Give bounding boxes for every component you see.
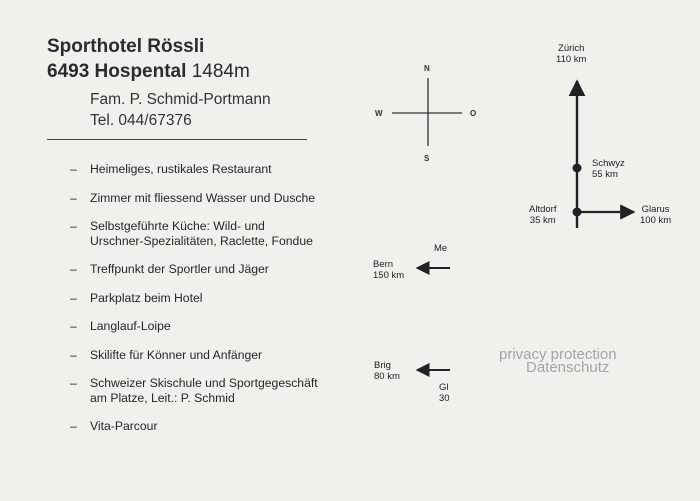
amenity-text: Selbstgeführte Küche: Wild- und Urschner-Spezialitäten, Raclette, Fondue bbox=[90, 219, 313, 248]
bullet-dash: – bbox=[70, 419, 77, 433]
altitude: 1484m bbox=[191, 61, 250, 82]
bern-name: Bern bbox=[373, 259, 394, 270]
compass-south-label: S bbox=[424, 154, 430, 163]
zurich-label bbox=[556, 43, 586, 65]
amenity-text: Treffpunkt der Sportler und Jäger bbox=[90, 262, 269, 276]
bullet-dash: – bbox=[70, 319, 77, 333]
zurich-distance: 110 km bbox=[556, 54, 587, 65]
cut-gl-text: Gl bbox=[439, 382, 449, 393]
schwyz-distance: 55 km bbox=[592, 169, 618, 180]
hotel-name: Sporthotel Rössli bbox=[47, 36, 205, 57]
watermark-line1: privacy protection bbox=[499, 346, 617, 363]
amenity-text: Skilifte für Könner und Anfänger bbox=[90, 347, 263, 362]
bern-label bbox=[373, 259, 404, 281]
amenity-text: Schweizer Skischule und Sportgegeschäft am Platze, Leit.: P. Schmid bbox=[90, 376, 318, 405]
brig-name: Brig bbox=[374, 360, 391, 371]
bullet-dash: – bbox=[70, 162, 77, 176]
bullet-dash: – bbox=[70, 376, 77, 390]
watermark-line2: Datenschutz bbox=[526, 359, 610, 376]
amenity-text: Zimmer mit fliessend Wasser und Dusche bbox=[90, 190, 316, 205]
brig-distance: 80 km bbox=[374, 371, 400, 382]
amenity-text: Langlauf-Loipe bbox=[90, 319, 171, 333]
altdorf-distance: 35 km bbox=[529, 215, 556, 226]
bullet-dash: – bbox=[70, 262, 77, 276]
compass-north-label: N bbox=[424, 64, 430, 73]
amenity-text: Parkplatz beim Hotel bbox=[90, 290, 203, 305]
bullet-dash: – bbox=[70, 219, 77, 233]
phone-number: Tel. 044/67376 bbox=[90, 112, 192, 129]
compass-west-label: W bbox=[375, 109, 383, 118]
schwyz-dot bbox=[573, 164, 582, 173]
compass-east-label: O bbox=[470, 109, 477, 118]
altdorf-name: Altdorf bbox=[529, 204, 557, 215]
cut-30-text: 30 bbox=[439, 393, 450, 404]
glarus-name: Glarus bbox=[641, 204, 670, 215]
altdorf-label bbox=[529, 204, 556, 226]
glarus-label bbox=[640, 204, 671, 226]
postal-town: 6493 Hospental bbox=[47, 61, 187, 82]
bullet-dash: – bbox=[70, 190, 77, 205]
amenity-text: Vita-Parcour bbox=[90, 419, 158, 433]
brig-label bbox=[374, 360, 400, 382]
bullet-dash: – bbox=[70, 290, 77, 305]
schwyz-label bbox=[592, 158, 625, 180]
zurich-name: Zürich bbox=[558, 43, 585, 54]
owner-name: Fam. P. Schmid-Portmann bbox=[90, 91, 271, 108]
bern-distance: 150 km bbox=[373, 270, 405, 281]
schwyz-name: Schwyz bbox=[592, 158, 625, 169]
cut-label-me: Me bbox=[434, 243, 448, 254]
glarus-distance: 100 km bbox=[640, 215, 672, 226]
bullet-dash: – bbox=[70, 347, 77, 362]
amenity-text: Heimeliges, rustikales Restaurant bbox=[90, 162, 272, 176]
cut-label-gl bbox=[439, 382, 450, 404]
